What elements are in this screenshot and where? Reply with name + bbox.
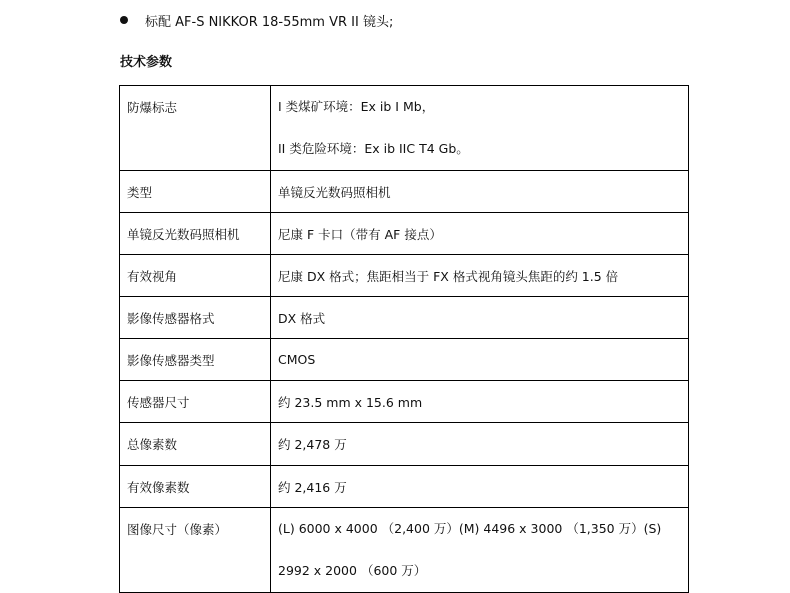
row-label: 影像传感器格式 xyxy=(120,297,271,339)
table-row xyxy=(120,255,689,297)
bullet-text: 标配 AF-S NIKKOR 18-55mm VR II 镜头; xyxy=(145,14,394,30)
row-label: 类型 xyxy=(120,171,271,213)
row-label: 图像尺寸（像素） xyxy=(120,508,271,593)
row-label: 有效视角 xyxy=(120,255,271,297)
bullet-dot-icon xyxy=(120,16,128,24)
table-row xyxy=(120,339,689,381)
row-value-line: I 类煤矿环境：Ex ib I Mb， xyxy=(278,99,435,114)
row-value: 单镜反光数码照相机 xyxy=(271,171,689,213)
table-row xyxy=(120,171,689,213)
row-value-line: II 类危险环境：Ex ib IIC T4 Gb。 xyxy=(278,141,469,156)
row-label: 影像传感器类型 xyxy=(120,339,271,381)
row-value: 约 2,478 万 xyxy=(271,423,689,466)
row-value-line: 2992 x 2000 （600 万） xyxy=(278,563,427,578)
row-value xyxy=(271,86,689,171)
row-value-line: (L) 6000 x 4000 （2,400 万）(M) 4496 x 3000 （1,350 万）(S) xyxy=(278,521,662,536)
table-row xyxy=(120,86,689,171)
table-row xyxy=(120,466,689,508)
table-row xyxy=(120,213,689,255)
bullet-item xyxy=(120,10,393,30)
row-value: CMOS xyxy=(271,339,689,381)
spec-table xyxy=(119,85,689,593)
table-row xyxy=(120,508,689,593)
row-label: 单镜反光数码照相机 xyxy=(120,213,271,255)
row-value: 约 2,416 万 xyxy=(271,466,689,508)
table-row xyxy=(120,297,689,339)
row-label: 有效像素数 xyxy=(120,466,271,508)
row-value: 尼康 F 卡口（带有 AF 接点） xyxy=(271,213,689,255)
row-label: 总像素数 xyxy=(120,423,271,466)
row-label: 防爆标志 xyxy=(120,86,271,171)
row-value: 尼康 DX 格式；焦距相当于 FX 格式视角镜头焦距的约 1.5 倍 xyxy=(271,255,689,297)
table-row xyxy=(120,381,689,423)
row-label: 传感器尺寸 xyxy=(120,381,271,423)
row-value xyxy=(271,508,689,593)
row-value: 约 23.5 mm x 15.6 mm xyxy=(271,381,689,423)
table-row xyxy=(120,423,689,466)
row-value: DX 格式 xyxy=(271,297,689,339)
section-heading: 技术参数 xyxy=(120,55,173,70)
